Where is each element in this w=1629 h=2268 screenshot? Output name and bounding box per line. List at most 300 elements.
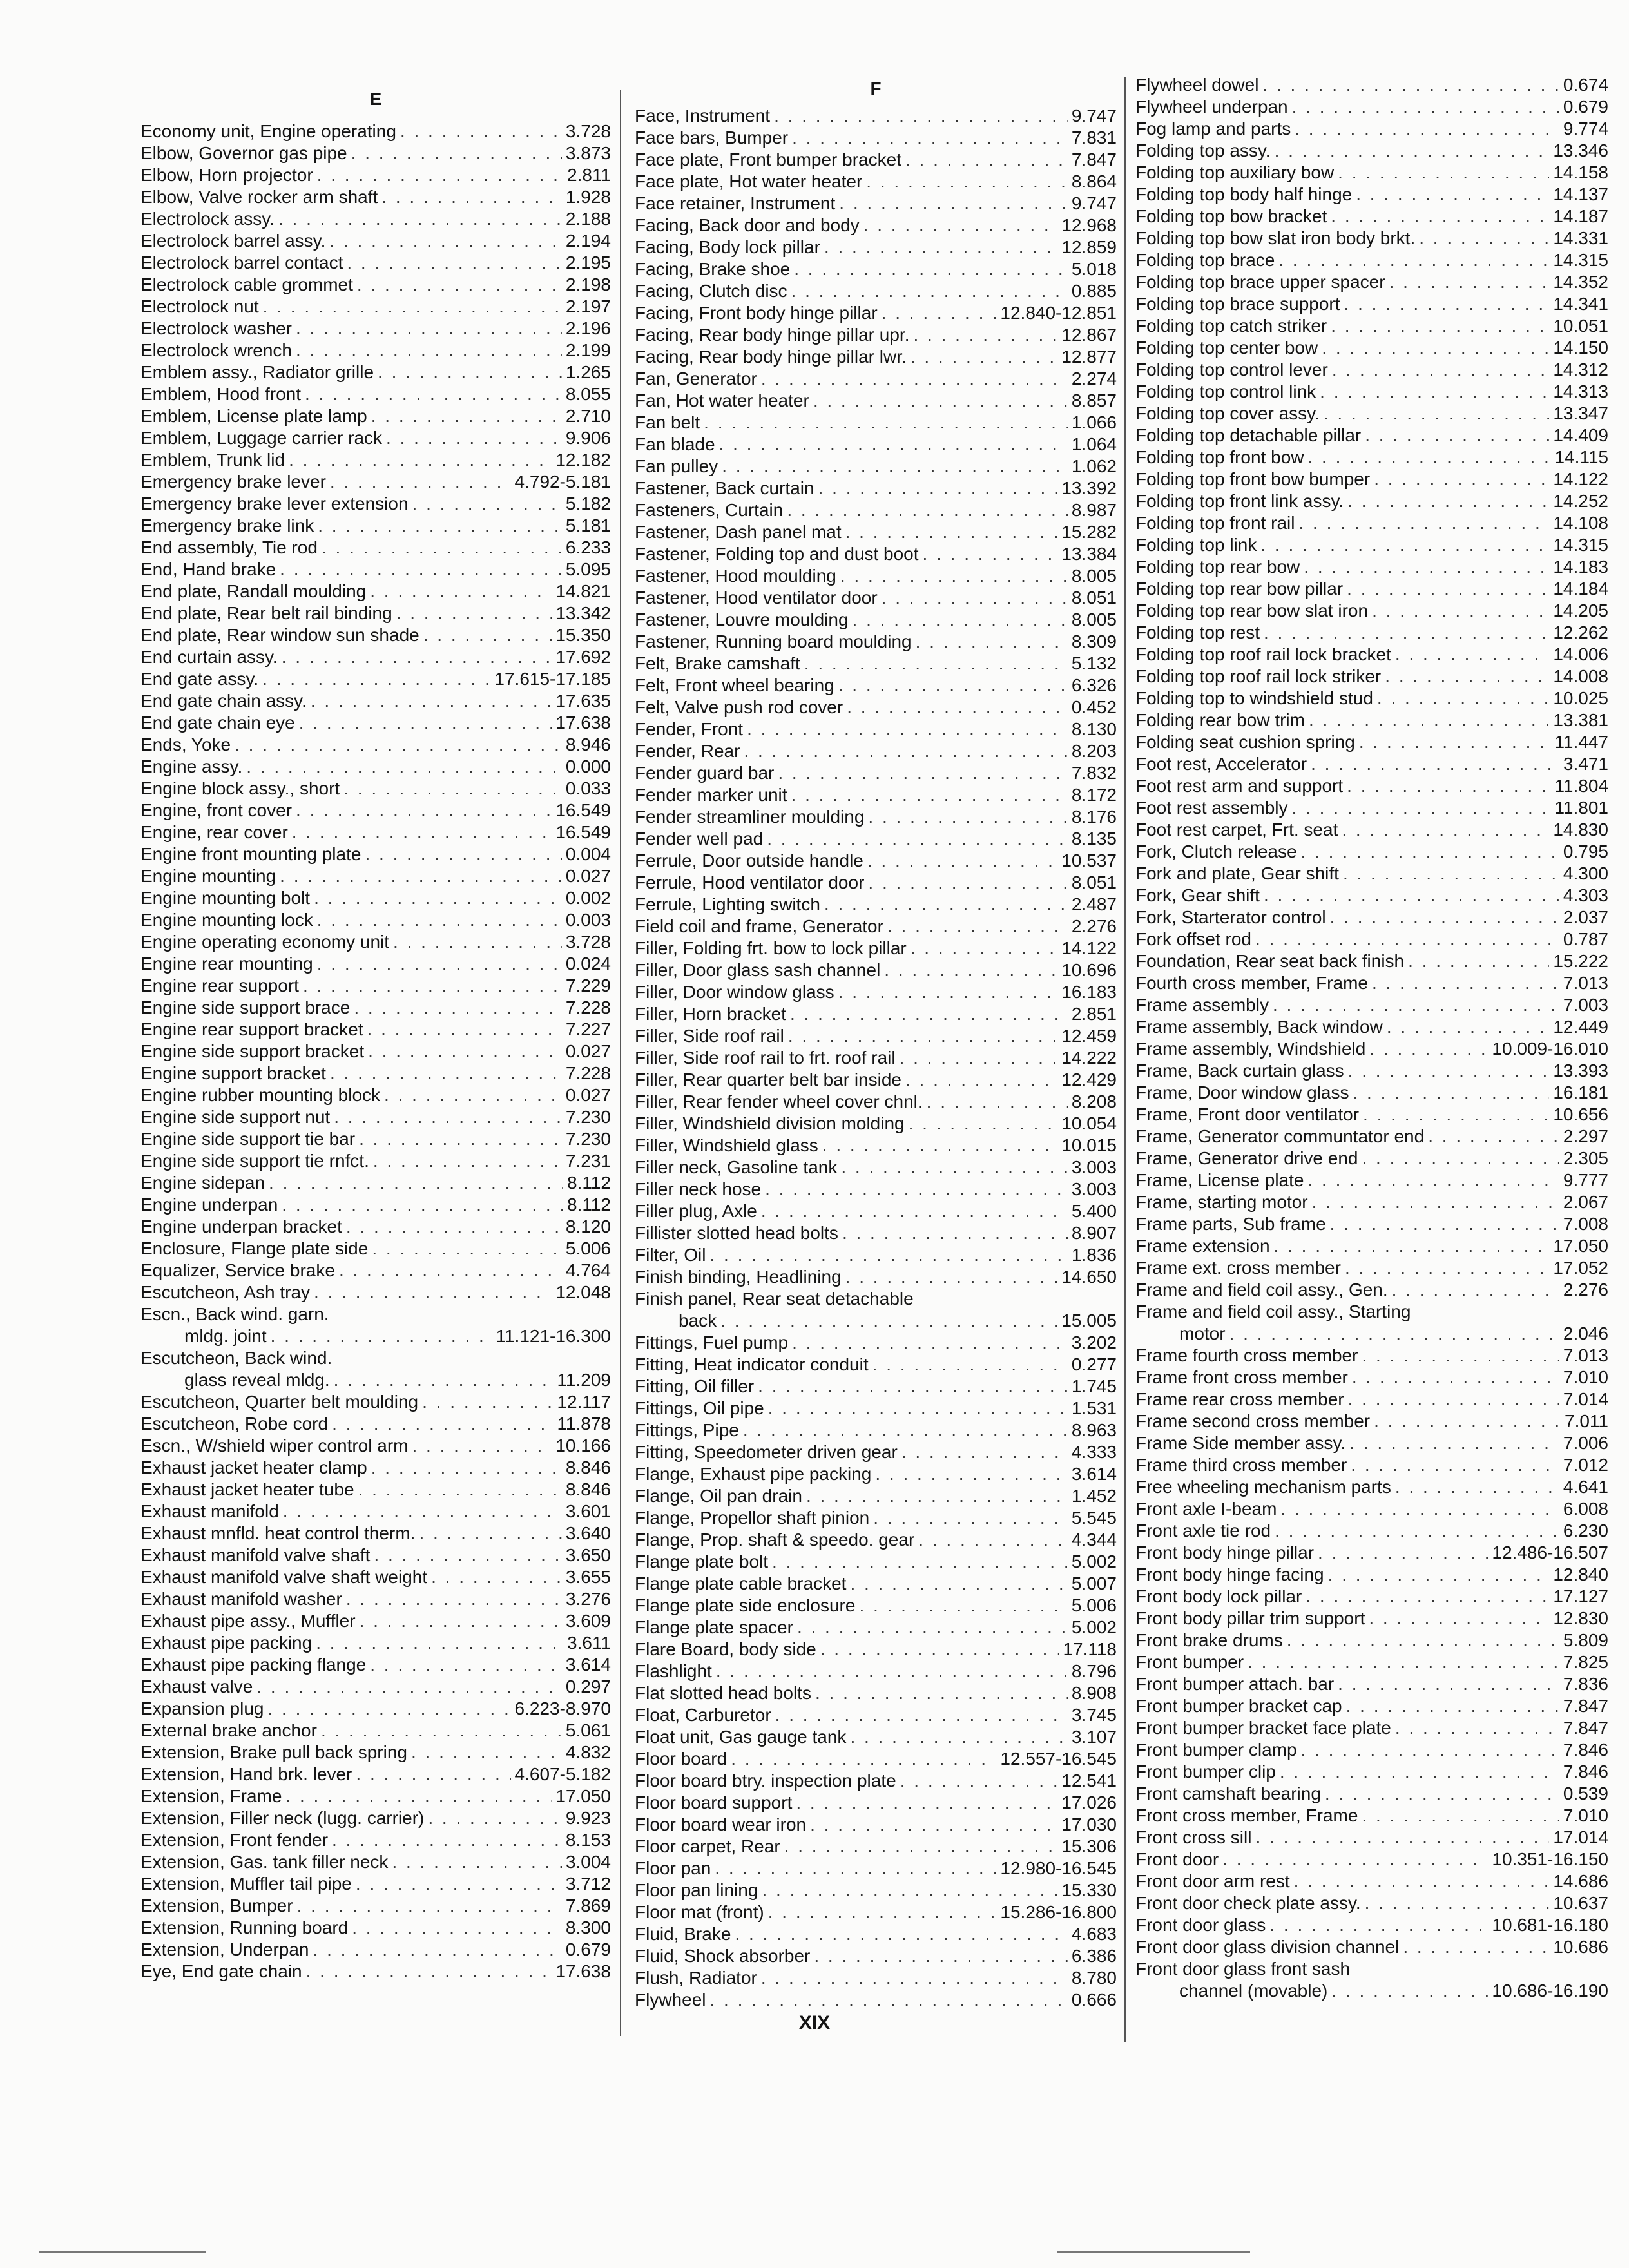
entry-name: Fork and plate, Gear shift (1135, 863, 1339, 883)
dot-leader (318, 515, 562, 537)
entry-reference-number: 14.315 (1553, 535, 1608, 555)
dot-leader (1347, 775, 1550, 797)
index-entry (140, 427, 611, 449)
entry-name: Engine block assy., short (140, 778, 340, 798)
entry-name: Float, Carburetor (635, 1705, 771, 1725)
entry-name: Folding top rear bow pillar (1135, 579, 1344, 599)
entry-name: Folding top cover assy. (1135, 403, 1320, 423)
dot-leader (280, 559, 562, 581)
entry-reference-number: 0.885 (1071, 281, 1117, 301)
dot-leader (1325, 1783, 1559, 1805)
dot-leader (314, 1282, 552, 1303)
entry-reference-number: 7.013 (1563, 973, 1608, 993)
entry-reference-number: 7.227 (565, 1019, 611, 1039)
entry-reference-number: 6.008 (1563, 1499, 1608, 1519)
dot-leader (351, 142, 562, 164)
entry-reference-number: 3.202 (1071, 1332, 1117, 1352)
index-entry (635, 1879, 1117, 1901)
entry-reference-number: 12.486-16.507 (1492, 1542, 1608, 1562)
entry-reference-number: 8.005 (1071, 566, 1117, 586)
dot-leader (839, 193, 1068, 215)
entry-reference-number: 4.764 (565, 1260, 611, 1280)
index-entry (635, 959, 1117, 981)
index-entry (1135, 1016, 1608, 1038)
entry-reference-number: 16.549 (555, 800, 611, 820)
dot-leader (1369, 1038, 1488, 1060)
entry-name: Emblem, Trunk lid (140, 450, 285, 470)
entry-reference-number: 3.655 (565, 1567, 611, 1587)
index-entry (1135, 1235, 1608, 1257)
dot-leader (1372, 600, 1549, 622)
dot-leader (365, 843, 561, 865)
index-entry (635, 718, 1117, 740)
entry-name: Extension, Muffler tail pipe (140, 1874, 352, 1894)
entry-name: Front axle tie rod (1135, 1521, 1271, 1541)
index-entry (1135, 687, 1608, 709)
index-entry (140, 646, 611, 668)
index-entry (140, 1742, 611, 1763)
index-entry (140, 843, 611, 865)
entry-name: Fan, Generator (635, 369, 757, 389)
entry-reference-number: 3.712 (565, 1874, 611, 1894)
entry-name: Extension, Front fender (140, 1830, 329, 1850)
dot-leader (794, 258, 1068, 280)
entry-reference-number: 14.187 (1553, 206, 1608, 226)
index-entry (1135, 950, 1608, 972)
entry-name: Folding top bow bracket (1135, 206, 1327, 226)
entry-reference-number: 2.195 (565, 253, 611, 273)
entry-reference-number: 14.108 (1553, 513, 1608, 533)
index-entry (635, 477, 1117, 499)
entry-name: Front body lock pillar (1135, 1586, 1302, 1606)
index-entry (1135, 447, 1608, 468)
index-entry (635, 1945, 1117, 1967)
dot-leader (1222, 1849, 1488, 1870)
entry-name: Flange plate side enclosure (635, 1595, 856, 1615)
entry-reference-number: 5.132 (1071, 653, 1117, 673)
entry-reference-number: 0.679 (565, 1939, 611, 1959)
entry-name: Emblem, License plate lamp (140, 406, 367, 426)
entry-name: Frame parts, Sub frame (1135, 1214, 1326, 1234)
index-entry (635, 1441, 1117, 1463)
entry-name: Exhaust jacket heater tube (140, 1479, 354, 1499)
entry-reference-number: 13.381 (1553, 710, 1608, 730)
dot-leader (1275, 1520, 1559, 1542)
entry-name: Engine rear support (140, 975, 299, 995)
index-entry (635, 324, 1117, 346)
entry-reference-number: 13.346 (1553, 140, 1608, 160)
entry-name: Folding top detachable pillar (1135, 425, 1362, 445)
dot-leader (758, 1376, 1068, 1398)
entry-reference-number: 7.006 (1563, 1433, 1608, 1453)
dot-leader (1255, 1827, 1549, 1849)
entry-reference-number: 1.062 (1071, 456, 1117, 476)
entry-name: Electrolock washer (140, 318, 292, 338)
entry-name: Folding top roof rail lock striker (1135, 666, 1382, 686)
dot-leader (374, 1544, 562, 1566)
entry-reference-number: 17.635 (555, 691, 611, 711)
entry-name: Front body hinge facing (1135, 1564, 1324, 1584)
entry-reference-number: 14.205 (1553, 601, 1608, 620)
entry-name: Front axle I-beam (1135, 1499, 1277, 1519)
dot-leader (1348, 1060, 1550, 1082)
dot-leader (1292, 96, 1559, 118)
entry-name: Front door glass front sash (1135, 1959, 1351, 1979)
index-entry (635, 1244, 1117, 1266)
entry-name: Extension, Running board (140, 1917, 349, 1937)
index-entry (1135, 1870, 1608, 1892)
entry-reference-number: 6.223-8.970 (514, 1698, 611, 1718)
dot-leader (305, 383, 562, 405)
entry-reference-number: 13.393 (1553, 1061, 1608, 1081)
entry-reference-number: 7.231 (565, 1151, 611, 1171)
entry-reference-number: 14.122 (1061, 938, 1117, 958)
entry-reference-number: 8.120 (565, 1216, 611, 1236)
entry-reference-number: 7.012 (1563, 1455, 1608, 1475)
dot-leader (1320, 381, 1549, 403)
entry-name: Float unit, Gas gauge tank (635, 1727, 847, 1747)
entry-reference-number: 3.003 (1071, 1157, 1117, 1177)
index-entry (140, 1676, 611, 1698)
dot-leader (853, 609, 1068, 631)
entry-name: Folding top bow slat iron body brkt. (1135, 228, 1416, 248)
entry-reference-number: 2.198 (565, 274, 611, 294)
entry-name: Folding seat cushion spring (1135, 732, 1355, 752)
entry-name: End, Hand brake (140, 559, 276, 579)
dot-leader (1264, 622, 1549, 644)
entry-name: Exhaust jacket heater clamp (140, 1457, 367, 1477)
entry-reference-number: 17.638 (555, 713, 611, 733)
entry-reference-number: 14.821 (555, 581, 611, 601)
dot-leader (370, 581, 552, 602)
dot-leader (1395, 644, 1550, 666)
index-entry (1135, 1761, 1608, 1783)
entry-name: Folding top rest (1135, 622, 1260, 642)
index-entry (1135, 1651, 1608, 1673)
dot-leader (285, 1785, 552, 1807)
entry-reference-number: 0.674 (1563, 75, 1608, 95)
entry-name: Filler, Rear fender wheel cover chnl. (635, 1091, 923, 1111)
entry-reference-number: 2.811 (567, 165, 611, 185)
index-entry (140, 1698, 611, 1720)
entry-reference-number: 3.601 (565, 1501, 611, 1521)
entry-name: Flywheel underpan (1135, 97, 1288, 117)
entry-reference-number: 11.447 (1554, 732, 1608, 752)
index-entry (1135, 1060, 1608, 1082)
dot-leader (1362, 1148, 1559, 1169)
dot-leader (792, 1332, 1068, 1354)
dot-leader (1331, 315, 1549, 337)
entry-reference-number: 6.326 (1071, 675, 1117, 695)
dot-leader (909, 1113, 1058, 1135)
dot-leader (900, 1770, 1058, 1792)
dot-leader (378, 361, 562, 383)
dot-leader (1365, 1892, 1550, 1914)
entry-reference-number: 8.864 (1071, 171, 1117, 191)
entry-reference-number: 17.014 (1553, 1827, 1608, 1847)
index-entry (635, 1967, 1117, 1989)
entry-name: Eye, End gate chain (140, 1961, 302, 1981)
index-entry (1135, 206, 1608, 227)
entry-name: Expansion plug (140, 1698, 264, 1718)
dot-leader (1229, 1323, 1559, 1345)
entry-name: Flange, Exhaust pipe packing (635, 1464, 872, 1484)
entry-name: Flange, Oil pan drain (635, 1486, 802, 1506)
index-entry (635, 368, 1117, 390)
entry-reference-number: 12.048 (555, 1282, 611, 1302)
index-entry (635, 609, 1117, 631)
index-entry (140, 252, 611, 274)
dot-leader (1392, 1279, 1559, 1301)
entry-name: Floor pan (635, 1858, 711, 1878)
dot-leader (1342, 819, 1549, 841)
entry-name: Folding top catch striker (1135, 316, 1327, 336)
index-entry (635, 193, 1117, 215)
index-entry (140, 624, 611, 646)
entry-reference-number: 10.686 (1553, 1937, 1608, 1957)
entry-reference-number: 2.710 (565, 406, 611, 426)
index-entry (1135, 96, 1608, 118)
entry-name: Fastener, Hood ventilator door (635, 588, 878, 608)
entry-reference-number: 3.640 (565, 1523, 611, 1543)
entry-reference-number: 15.282 (1061, 522, 1117, 542)
dot-leader (873, 1507, 1068, 1529)
entry-name: Front body pillar trim support (1135, 1608, 1365, 1628)
entry-name: glass reveal mldg. (184, 1370, 330, 1390)
entry-reference-number: 5.007 (1071, 1573, 1117, 1593)
entry-name: Felt, Brake camshaft (635, 653, 800, 673)
dot-leader (1363, 1104, 1549, 1126)
entry-reference-number: 7.825 (1563, 1652, 1608, 1672)
entry-name: Folding top brace upper spacer (1135, 272, 1385, 292)
dot-leader (1344, 293, 1550, 315)
dot-leader (744, 740, 1068, 762)
entry-reference-number: 12.830 (1553, 1608, 1608, 1628)
entry-name: Flange, Prop. shaft & speedo. gear (635, 1530, 915, 1550)
index-entry (635, 587, 1117, 609)
dot-leader (1307, 1169, 1559, 1191)
index-entry (635, 280, 1117, 302)
dot-leader (1365, 425, 1549, 447)
index-entry (635, 1485, 1117, 1507)
dot-leader (311, 690, 552, 712)
entry-name: End plate, Rear belt rail binding (140, 603, 392, 623)
entry-name: Engine side support brace (140, 997, 351, 1017)
entry-name: Extension, Bumper (140, 1896, 293, 1916)
entry-reference-number: 3.611 (567, 1633, 611, 1653)
entry-reference-number: 13.342 (555, 603, 611, 623)
entry-name: Exhaust manifold valve shaft weight (140, 1567, 428, 1587)
index-entry (140, 186, 611, 208)
entry-name: Escn., Back wind. garn. (140, 1304, 329, 1324)
index-entry (140, 778, 611, 800)
index-entry (140, 690, 611, 712)
index-entry (635, 981, 1117, 1003)
dot-leader (317, 909, 562, 931)
dot-leader (1351, 1454, 1559, 1476)
entry-name: Fan blade (635, 434, 715, 454)
entry-name: Extension, Frame (140, 1786, 282, 1806)
entry-name: Folding rear bow trim (1135, 710, 1305, 730)
dot-leader (419, 1523, 561, 1544)
index-entry (140, 1807, 611, 1829)
index-entry (140, 668, 611, 690)
index-entry (1135, 315, 1608, 337)
entry-name: Floor mat (front) (635, 1902, 764, 1922)
index-entry (140, 1566, 611, 1588)
entry-name: Frame ext. cross member (1135, 1258, 1341, 1278)
entry-name: Fillister slotted head bolts (635, 1223, 838, 1243)
entry-reference-number: 5.006 (565, 1238, 611, 1258)
dot-leader (719, 434, 1068, 456)
entry-reference-number: 3.003 (1071, 1179, 1117, 1199)
dot-leader (772, 1551, 1068, 1573)
index-entry (1135, 1432, 1608, 1454)
scan-edge-line (1057, 2251, 1250, 2253)
index-entry (635, 171, 1117, 193)
entry-reference-number: 0.539 (1563, 1783, 1608, 1803)
dot-leader (1385, 666, 1549, 687)
entry-name: Fender marker unit (635, 785, 787, 805)
entry-reference-number: 17.127 (1553, 1586, 1608, 1606)
entry-reference-number: 11.209 (557, 1370, 611, 1390)
index-entry (635, 1770, 1117, 1792)
entry-name: Front body hinge pillar (1135, 1542, 1315, 1562)
dot-leader (1353, 1082, 1549, 1104)
index-entry (1135, 709, 1608, 731)
dot-leader (262, 668, 490, 690)
entry-name: Fan, Hot water heater (635, 390, 809, 410)
entry-reference-number: 3.276 (565, 1589, 611, 1609)
dot-leader (863, 215, 1058, 236)
index-entry (140, 1347, 611, 1369)
entry-reference-number: 7.847 (1071, 149, 1117, 169)
index-entry (635, 1748, 1117, 1770)
entry-name: Exhaust pipe packing flange (140, 1655, 367, 1675)
dot-leader (332, 1829, 562, 1851)
index-entry (140, 1128, 611, 1150)
dot-leader (761, 1200, 1068, 1222)
entry-reference-number: 10.051 (1553, 316, 1608, 336)
index-entry (635, 916, 1117, 937)
dot-leader (911, 937, 1058, 959)
dot-leader (784, 1836, 1058, 1858)
dot-leader (743, 1419, 1068, 1441)
index-entry (140, 1654, 611, 1676)
dot-leader (384, 1084, 562, 1106)
index-entry (140, 1369, 611, 1391)
entry-reference-number: 8.987 (1071, 500, 1117, 520)
entry-name: Exhaust manifold (140, 1501, 279, 1521)
index-entry (1135, 1367, 1608, 1389)
entry-reference-number: 5.095 (565, 559, 611, 579)
entry-name: Filler, Door window glass (635, 982, 834, 1002)
index-entry (635, 149, 1117, 171)
entry-reference-number: 12.968 (1061, 215, 1117, 235)
entry-name: Filter, Oil (635, 1245, 706, 1265)
index-entry (140, 1238, 611, 1260)
index-entry (140, 1106, 611, 1128)
entry-name: Engine, front cover (140, 800, 293, 820)
entry-name: Emblem, Luggage carrier rack (140, 428, 383, 448)
dot-leader (882, 587, 1068, 609)
entry-name: End gate chain assy. (140, 691, 307, 711)
entry-name: Facing, Body lock pillar (635, 237, 820, 257)
dot-leader (367, 1019, 562, 1041)
dot-leader (911, 346, 1058, 368)
entry-reference-number: 2.196 (565, 318, 611, 338)
entry-name: Foundation, Rear seat back finish (1135, 951, 1405, 971)
entry-name: Front bumper bracket cap (1135, 1696, 1342, 1716)
dot-leader (373, 1150, 562, 1172)
index-entry (140, 1391, 611, 1413)
index-entry (140, 909, 611, 931)
entry-reference-number: 12.459 (1061, 1026, 1117, 1046)
dot-leader (867, 850, 1057, 872)
dot-leader (731, 1748, 996, 1770)
entry-reference-number: 0.027 (565, 1085, 611, 1105)
index-entry (140, 208, 611, 230)
dot-leader (1372, 972, 1559, 994)
dot-leader (1292, 797, 1551, 819)
entry-reference-number: 4.683 (1071, 1924, 1117, 1944)
entry-name: Folding top auxiliary bow (1135, 162, 1335, 182)
dot-leader (720, 1310, 1057, 1332)
index-entry (635, 1901, 1117, 1923)
entry-list (140, 120, 611, 1983)
dot-leader (1419, 227, 1549, 249)
dot-leader (1348, 1389, 1559, 1410)
entry-reference-number: 2.274 (1071, 369, 1117, 389)
index-entry (635, 412, 1117, 434)
entry-name: Foot rest, Accelerator (1135, 754, 1307, 774)
index-entry (140, 822, 611, 843)
index-entry (140, 1216, 611, 1238)
index-entry (1135, 1389, 1608, 1410)
entry-name: Electrolock wrench (140, 340, 292, 360)
entry-reference-number: 4.300 (1563, 863, 1608, 883)
index-entry (635, 236, 1117, 258)
entry-name: Engine rear support bracket (140, 1019, 363, 1039)
index-entry (1135, 1564, 1608, 1586)
entry-reference-number: 7.832 (1071, 763, 1117, 783)
entry-name: Free wheeling mechanism parts (1135, 1477, 1391, 1497)
dot-leader (334, 1106, 562, 1128)
entry-reference-number: 0.452 (1071, 697, 1117, 717)
entry-name: Folding top link (1135, 535, 1257, 555)
dot-leader (778, 762, 1068, 784)
entry-name: mldg. joint (184, 1326, 267, 1346)
index-entry (140, 1150, 611, 1172)
entry-reference-number: 10.637 (1553, 1893, 1608, 1913)
index-entry (140, 1610, 611, 1632)
index-entry (1135, 1586, 1608, 1608)
dot-leader (815, 1682, 1068, 1704)
dot-leader (822, 1135, 1058, 1157)
entry-reference-number: 0.679 (1563, 97, 1608, 117)
index-entry (635, 521, 1117, 543)
entry-name: Front door (1135, 1849, 1219, 1869)
entry-reference-number: 7.847 (1563, 1696, 1608, 1716)
index-entry (635, 1025, 1117, 1047)
index-entry (635, 1091, 1117, 1113)
entry-name: End gate chain eye (140, 713, 295, 733)
index-entry (1135, 381, 1608, 403)
dot-leader (905, 1069, 1057, 1091)
index-entry (140, 515, 611, 537)
index-entry (635, 105, 1117, 127)
entry-reference-number: 8.946 (565, 735, 611, 754)
